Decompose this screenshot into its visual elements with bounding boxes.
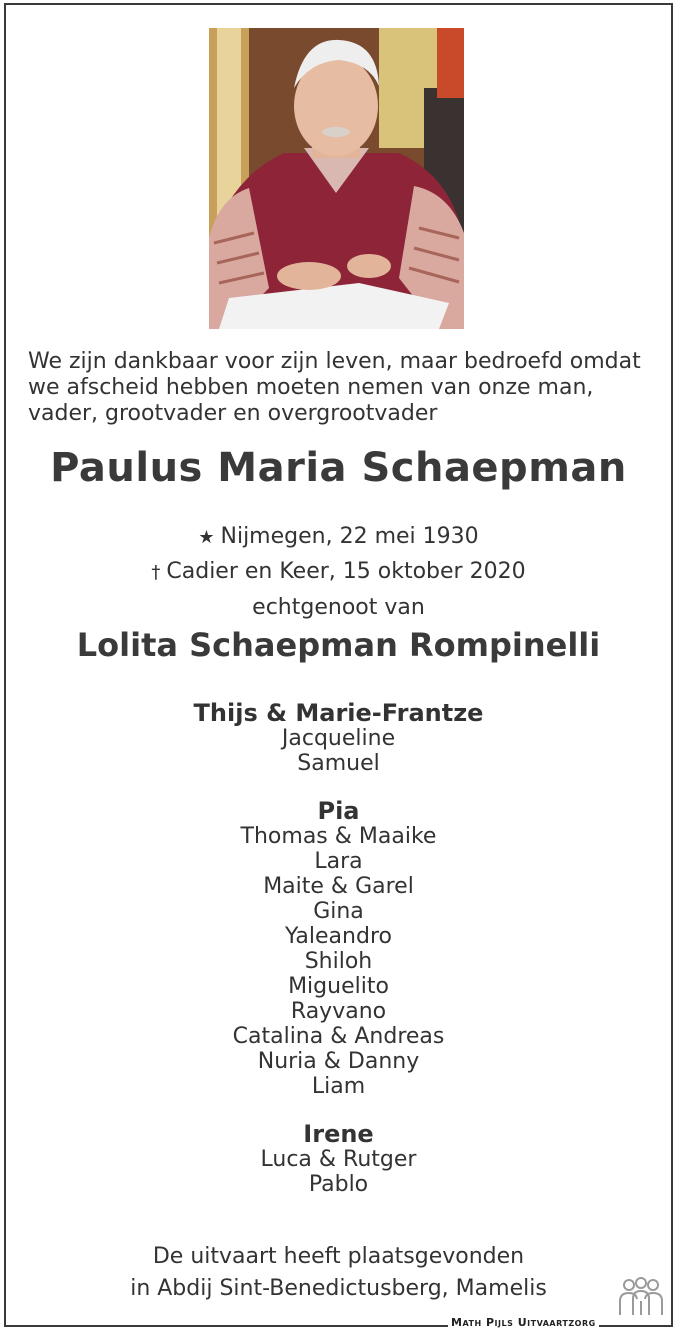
family-member: Catalina & Andreas [232, 1024, 445, 1049]
family-member: Yaleandro [285, 924, 392, 949]
closing-line: in Abdij Sint-Benedictusberg, Mamelis [130, 1276, 547, 1301]
birth-text: Nijmegen, 22 mei 1930 [220, 524, 479, 549]
death-row [0, 555, 677, 590]
spouse-name: Lolita Schaepman Rompinelli [76, 626, 601, 664]
family-member: Pablo [308, 1172, 369, 1197]
family-member: Rayvano [290, 999, 387, 1024]
family-member: Lara [314, 849, 363, 874]
intro-line: we afscheid hebben moeten nemen van onze man, [28, 375, 594, 400]
funeral-notice [0, 1241, 677, 1305]
family-member: Shiloh [304, 949, 373, 974]
funeral-home-name: Math Pijls Uitvaartzorg [448, 1316, 599, 1329]
family-group [0, 1121, 677, 1197]
family-head: Thijs & Marie-Frantze [193, 699, 484, 727]
intro-line: We zijn dankbaar voor zijn leven, maar bedroefd omdat [28, 349, 641, 374]
family-group [0, 700, 677, 776]
intro-line: vader, grootvader en overgrootvader [28, 401, 438, 426]
spouse-label: echtgenoot van [252, 595, 425, 620]
family-member: Miguelito [288, 974, 389, 999]
family-group [0, 798, 677, 1099]
deceased-name: Paulus Maria Schaepman [50, 445, 627, 491]
star-icon: ★ [198, 527, 215, 548]
intro-text [28, 349, 651, 427]
funeral-home-logo-icon [616, 1277, 666, 1317]
family-member: Jacqueline [281, 726, 396, 751]
family-member: Liam [311, 1074, 366, 1099]
family-member: Luca & Rutger [260, 1147, 417, 1172]
death-text: Cadier en Keer, 15 oktober 2020 [166, 559, 526, 584]
family-head: Pia [317, 797, 360, 825]
family-list [0, 700, 677, 1219]
birth-row [0, 520, 677, 555]
portrait-photo [209, 28, 464, 329]
family-member: Gina [313, 899, 364, 924]
dates-block [0, 520, 677, 590]
family-member: Thomas & Maaike [240, 824, 437, 849]
family-member: Nuria & Danny [257, 1049, 420, 1074]
cross-icon: † [151, 562, 161, 583]
closing-line: De uitvaart heeft plaatsgevonden [152, 1244, 525, 1269]
family-member: Samuel [297, 751, 380, 776]
family-member: Maite & Garel [263, 874, 414, 899]
family-head: Irene [303, 1120, 374, 1148]
